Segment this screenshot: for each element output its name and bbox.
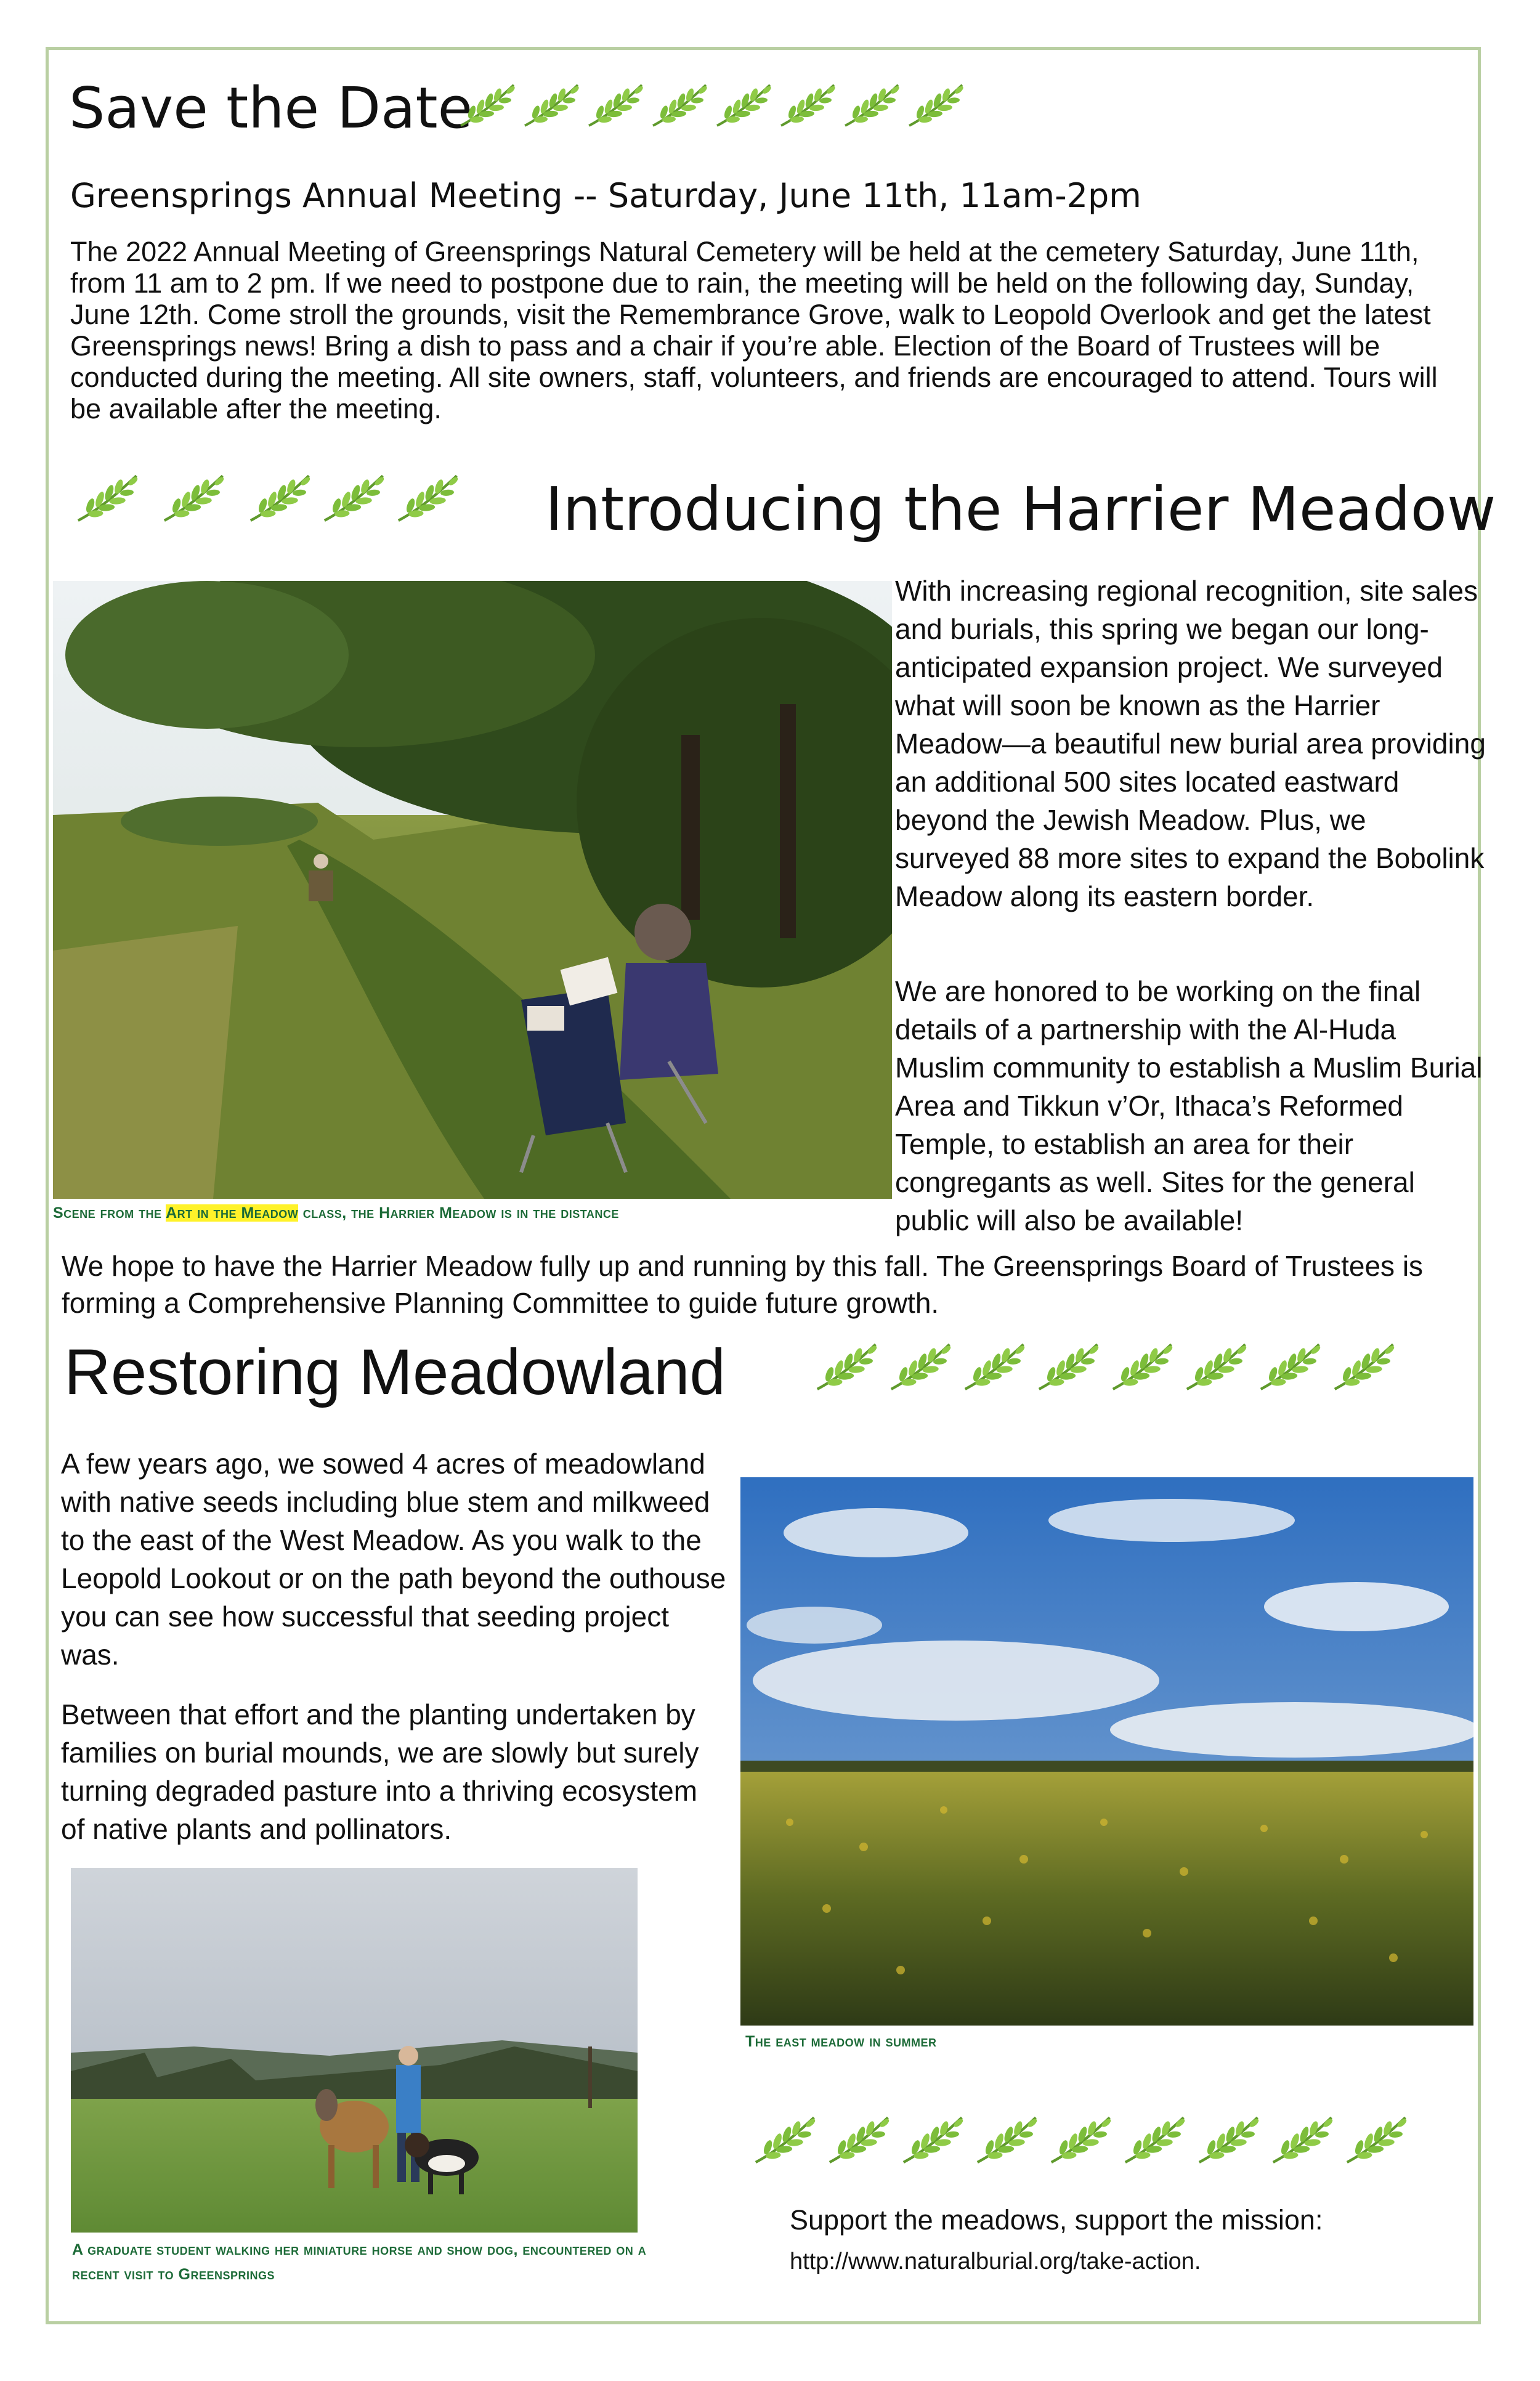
leaf-sprig-icon [840, 80, 902, 129]
leaf-sprig-icon [73, 468, 140, 527]
leaf-sprig-icon [960, 1337, 1027, 1395]
leaf-sprig-icon [393, 468, 461, 527]
leaf-sprig-icon [904, 80, 966, 129]
art-in-meadow-highlight: Art in the Meadow [166, 1204, 299, 1222]
leaf-sprig-icon [456, 80, 517, 129]
leaf-sprig-icon [1329, 1337, 1397, 1395]
graduate-student-caption: A graduate student walking her miniature horse and show dog, encountered on a recent visit to Greensprings [72, 2241, 647, 2283]
leaf-sprig-icon [824, 2110, 892, 2168]
leaf-row-top [456, 80, 966, 129]
leaf-sprig-icon [776, 80, 838, 129]
support-text: Support the meadows, support the mission: [790, 2204, 1323, 2236]
leaf-sprig-icon [1268, 2110, 1335, 2168]
save-the-date-title: Save the Date [69, 75, 473, 141]
east-meadow-photo [740, 1477, 1473, 2026]
leaf-sprig-icon [648, 80, 710, 129]
annual-meeting-body: The 2022 Annual Meeting of Greensprings Natural Cemetery will be held at the cemetery Saturday, June 11th, from 11 am to 2 pm. If we need to postpone due to rain, the meeting will be held on the following day, Sunday, June 12th. Come stroll the grounds, visit the Remembrance Grove, walk to Leopold Overlook and get the latest Greensprings news! Bring a dish to pass and a chair if you’re able. Election of the Board of Trustees will be conducted during the meeting. All site owners, staff, volunteers, and friends are encouraged to attend. Tours will be available after the meeting. [70, 236, 1438, 424]
leaf-sprig-icon [898, 2110, 966, 2168]
leaf-sprig-icon [812, 1337, 880, 1395]
take-action-link[interactable]: http://www.naturalburial.org/take-action. [790, 2249, 1201, 2274]
restoring-para-1: A few years ago, we sowed 4 acres of meadowland with native seeds including blue stem and milkweed to the east of the West Meadow. As you walk to the Leopold Lookout or on the path beyond the outhouse you can see how successful that seeding project was. [61, 1448, 726, 1671]
restoring-para-2: Between that effort and the planting undertaken by families on burial mounds, we are slowly but surely turning degraded pasture into a thriving ecosystem of native plants and pollinators. [61, 1698, 699, 1845]
harrier-para-1: With increasing regional recognition, site sales and burials, this spring we began our long-anticipated expansion project. We surveyed what will soon be known as the Harrier Meadow—a beautiful new burial area providing an additional 500 sites located eastward beyond the Jewish Meadow. Plus, we surveyed 88 more sites to expand the Bobolink Meadow along its eastern border. [895, 575, 1486, 912]
harrier-meadow-title: Introducing the Harrier Meadow [545, 474, 1496, 544]
leaf-sprig-icon [1181, 1337, 1249, 1395]
art-in-meadow-photo [53, 581, 892, 1199]
leaf-sprig-icon [1255, 1337, 1323, 1395]
leaf-sprig-icon [972, 2110, 1040, 2168]
leaf-row-bottom [750, 2110, 1409, 2168]
leaf-sprig-icon [520, 80, 582, 129]
leaf-sprig-icon [319, 468, 387, 527]
leaf-sprig-icon [1194, 2110, 1262, 2168]
leaf-sprig-icon [1046, 2110, 1114, 2168]
leaf-sprig-icon [750, 2110, 818, 2168]
harrier-para-2: We are honored to be working on the final details of a partnership with the Al-Huda Muslim community to establish a Muslim Burial Area and Tikkun v’Or, Ithaca’s Reformed Temple, to establish an area for their congregants as well. Sites for the general public will also be available! [895, 975, 1483, 1236]
leaf-sprig-icon [245, 468, 313, 527]
leaf-sprig-icon [886, 1337, 954, 1395]
leaf-sprig-icon [159, 468, 227, 527]
harrier-para-3: We hope to have the Harrier Meadow fully up and running by this fall. The Greensprings Board of Trustees is forming a Comprehensive Planning Committee to guide future growth. [62, 1250, 1424, 1319]
leaf-row-middle [812, 1337, 1397, 1395]
graduate-student-photo [71, 1868, 638, 2233]
leaf-sprig-icon [1342, 2110, 1409, 2168]
leaf-sprig-icon [584, 80, 646, 129]
annual-meeting-subtitle: Greensprings Annual Meeting -- Saturday, June 11th, 11am-2pm [70, 176, 1141, 215]
leaf-sprig-icon [1120, 2110, 1188, 2168]
leaf-sprig-icon [1034, 1337, 1101, 1395]
leaf-sprig-icon [712, 80, 774, 129]
restoring-meadowland-title: Restoring Meadowland [64, 1336, 726, 1408]
leaf-sprig-icon [1108, 1337, 1175, 1395]
leaf-row-left [73, 468, 461, 527]
art-in-meadow-caption: Scene from the Art in the Meadow class, the Harrier Meadow is in the distance [53, 1204, 619, 1222]
east-meadow-caption: The east meadow in summer [745, 2033, 937, 2050]
